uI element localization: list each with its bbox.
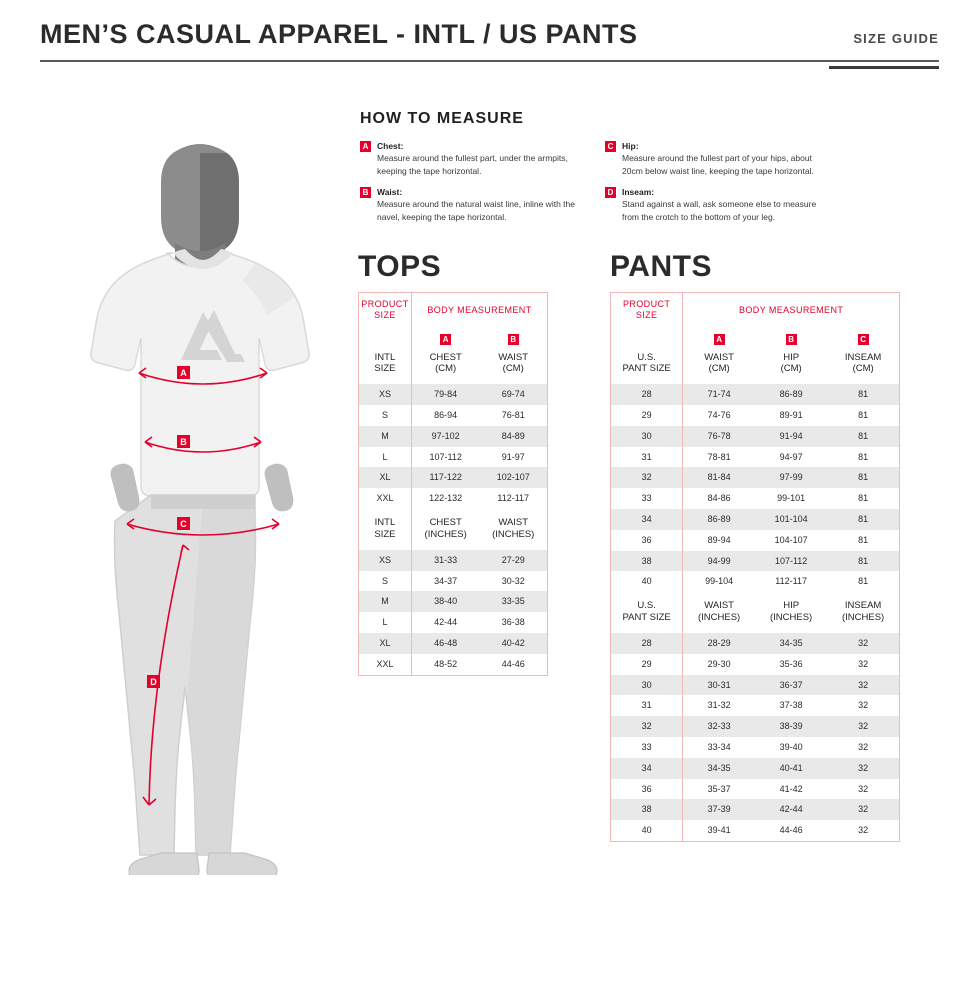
cell-chest: 117-122 [411,467,479,488]
cell-waist: 27-29 [479,550,547,571]
pants-header-product-size: PRODUCT SIZE [622,299,671,321]
cell-waist: 112-117 [497,493,530,504]
table-row [359,654,548,675]
cell-chest: 42-44 [411,612,479,633]
cell-inseam: 81 [827,426,899,447]
how-to-measure-col-right [605,140,835,232]
cell-size: 31 [641,700,652,711]
cell-inseam: 32 [827,716,899,737]
cell-inseam: 81 [858,451,869,462]
cell-hip: 104-107 [774,534,808,545]
cell-waist: 36-38 [501,617,525,628]
pants-col-hip-in: HIP (INCHES) [770,600,813,624]
cell-waist: 91-97 [501,451,525,462]
cell-hip: 38-39 [755,716,827,737]
cell-waist: 37-39 [683,799,755,820]
pants-col-hip-cm: HIP (CM) [780,351,802,375]
table-row [359,612,548,633]
cell-hip: 99-101 [777,493,806,504]
tops-badge-b-cell [479,327,547,348]
cell-chest: 38-40 [411,591,479,612]
cell-hip: 86-89 [755,384,827,405]
table-row [611,779,900,800]
cell-inseam: 81 [827,551,899,572]
table-row [359,405,548,426]
how-to-item-waist-label: Waist: [377,186,403,197]
cell-size: 38 [611,799,683,820]
badge-c-icon: C [858,334,869,345]
cell-hip: 40-41 [755,758,827,779]
cell-waist: 84-86 [683,488,755,509]
cell-waist: 31-32 [683,695,755,716]
table-row [359,488,548,509]
table-row [359,447,548,468]
tops-col-intl-size: INTL SIZE [374,351,396,375]
pants-badge-c-cell [827,327,899,348]
cell-inseam: 32 [858,700,869,711]
table-row [359,467,548,488]
table-row [611,405,900,426]
size-guide-label: SIZE GUIDE [853,30,939,46]
cell-chest: 79-84 [411,384,479,405]
cell-waist: 40-42 [479,633,547,654]
table-row [359,633,548,654]
cell-waist: 76-78 [683,426,755,447]
table-row [359,550,548,571]
pants-col-us-size: U.S. PANT SIZE [622,351,671,375]
table-row [611,633,900,654]
how-to-item-hip-label: Hip: [622,141,639,151]
cell-size: 33 [641,493,652,504]
cell-hip: 97-99 [755,467,827,488]
pants-col-waist-in: WAIST (INCHES) [683,592,755,633]
cell-hip: 91-94 [755,426,827,447]
table-row [611,426,900,447]
tops-badge-blank [359,327,412,348]
cell-chest: 107-112 [411,447,479,468]
tops-inches-rows [359,550,548,675]
cell-waist: 89-94 [683,530,755,551]
pants-badge-blank [611,327,683,348]
pants-table [610,292,900,842]
cell-size: 34 [611,509,683,530]
cell-inseam: 32 [858,741,869,752]
cell-inseam: 81 [827,384,899,405]
header-divider-accent [829,66,939,69]
cell-inseam: 32 [858,783,869,794]
cell-chest: 122-132 [411,488,479,509]
table-row [611,571,900,592]
cell-size: 28 [611,384,683,405]
pants-badge-a-cell [683,327,755,348]
badge-a-icon: A [360,141,371,152]
cell-size: M [359,426,412,447]
table-row [611,737,900,758]
pants-inches-rows [611,633,900,841]
cell-size: XL [359,633,412,654]
badge-b-icon: B [508,334,519,345]
cell-hip: 101-104 [755,509,827,530]
tops-section [358,250,548,676]
cell-hip: 42-44 [755,799,827,820]
pants-col-waist-cm: WAIST (CM) [683,348,755,385]
cell-inseam: 32 [827,675,899,696]
cell-waist: 33-34 [683,737,755,758]
cell-inseam: 81 [858,410,869,421]
cell-chest: 48-52 [411,654,479,675]
cell-inseam: 81 [827,509,899,530]
tops-col-waist-cm: WAIST (CM) [498,351,529,375]
cell-waist: 84-89 [479,426,547,447]
how-to-item-waist [360,186,575,223]
cell-size: 29 [641,658,652,669]
tops-header-body-measurement: BODY MEASUREMENT [411,293,547,327]
cell-size: XXL [376,658,394,669]
cell-size: 36 [641,534,652,545]
table-row [611,488,900,509]
cell-size: S [381,410,388,421]
cell-size: XXL [376,493,394,504]
how-to-measure-title: HOW TO MEASURE [360,110,524,127]
cell-inseam: 81 [858,576,869,587]
cell-size: 31 [641,451,652,462]
how-to-item-hip [605,140,835,177]
cell-hip: 112-117 [775,576,807,587]
mannequin-illustration [55,135,345,875]
cell-inseam: 81 [827,467,899,488]
cell-hip: 107-112 [755,551,827,572]
cell-size: 34 [611,758,683,779]
cell-size: M [359,591,412,612]
cell-size: XL [359,467,412,488]
cell-size: 30 [611,675,683,696]
cell-hip: 44-46 [779,825,803,836]
how-to-item-chest-text: Measure around the fullest part, under the armpits, keeping the tape horizontal. [377,153,568,176]
size-guide-label-wrap [853,30,939,50]
pants-title: PANTS [610,250,712,283]
cell-waist: 81-84 [683,467,755,488]
how-to-measure-section [360,110,940,232]
cell-hip: 37-38 [779,700,803,711]
table-row [611,758,900,779]
cell-waist: 29-30 [683,654,755,675]
how-to-item-chest [360,140,575,177]
cell-inseam: 81 [858,534,869,545]
cell-size: S [381,575,388,586]
tops-col-intl-size-in: INTL SIZE [374,517,396,540]
cell-size: 30 [611,426,683,447]
how-to-measure-col-left [360,140,575,232]
cell-size: 36 [641,783,652,794]
cell-waist: 44-46 [501,658,525,669]
badge-b-icon: B [786,334,797,345]
cell-waist: 102-107 [479,467,547,488]
cell-inseam: 32 [827,633,899,654]
cell-hip: 89-91 [779,410,803,421]
cell-hip: 34-35 [755,633,827,654]
table-row [611,820,900,841]
tops-table [358,292,548,676]
tops-col-chest-cm: CHEST (CM) [411,348,479,385]
cell-hip: 41-42 [779,783,803,794]
how-to-item-hip-text: Measure around the fullest part of your hips, about 20cm below waist line, keeping the tape horizontal. [622,153,814,176]
pants-col-us-size-in: U.S. PANT SIZE [622,600,671,624]
table-row [611,530,900,551]
how-to-item-inseam [605,186,835,223]
pants-header-body-measurement: BODY MEASUREMENT [683,293,900,327]
table-row [611,675,900,696]
tops-badge-a-cell [411,327,479,348]
svg-text:A: A [180,368,187,378]
cell-hip: 36-37 [755,675,827,696]
cell-waist: 69-74 [479,384,547,405]
cell-waist: 94-99 [683,551,755,572]
badge-b-icon: B [360,187,371,198]
cell-hip: 39-40 [779,741,803,752]
svg-text:B: B [180,437,187,447]
table-row [359,571,548,592]
cell-waist: 71-74 [683,384,755,405]
cell-waist: 99-104 [683,571,755,592]
cell-chest: 46-48 [411,633,479,654]
cell-size: L [382,451,388,462]
table-row [611,447,900,468]
tops-cm-rows [359,384,548,509]
cell-waist: 32-33 [683,716,755,737]
pants-cm-rows [611,384,900,592]
pants-badge-b-cell [755,327,827,348]
cell-waist: 28-29 [683,633,755,654]
cell-size: 32 [611,716,683,737]
table-row [611,695,900,716]
cell-hip: 94-97 [779,451,803,462]
cell-chest: 86-94 [411,405,479,426]
cell-size: XS [359,384,412,405]
cell-size: 28 [611,633,683,654]
tops-title: TOPS [358,250,442,283]
page-header [40,20,939,62]
cell-chest: 31-33 [411,550,479,571]
svg-text:D: D [150,677,157,687]
table-row [611,799,900,820]
cell-chest: 97-102 [411,426,479,447]
table-row [359,591,548,612]
cell-size: 33 [641,741,652,752]
tops-col-chest-in: CHEST (INCHES) [411,509,479,550]
table-row [359,384,548,405]
pants-inches-header [611,592,900,633]
table-row [611,467,900,488]
cell-size: 29 [641,410,652,421]
cell-waist: 35-37 [683,779,755,800]
header-divider [40,60,939,62]
tops-inches-header [359,509,548,550]
tops-header-product-size: PRODUCT SIZE [361,299,409,321]
cell-waist: 76-81 [501,410,525,421]
pants-col-inseam-in: INSEAM (INCHES) [842,600,885,624]
cell-waist: 34-35 [683,758,755,779]
cell-waist: 86-89 [683,509,755,530]
cell-inseam: 32 [827,758,899,779]
table-row [611,654,900,675]
cell-chest: 34-37 [411,571,479,592]
cell-size: 32 [611,467,683,488]
cell-inseam: 32 [827,799,899,820]
cell-size: L [382,617,388,628]
svg-text:C: C [180,519,187,529]
cell-waist: 30-32 [501,575,525,586]
pants-section [610,250,900,842]
cell-hip: 35-36 [779,658,803,669]
pants-col-inseam-cm: INSEAM (CM) [844,351,882,375]
table-row [359,426,548,447]
cell-inseam: 32 [858,825,869,836]
cell-size: XS [359,550,412,571]
how-to-item-inseam-text: Stand against a wall, ask someone else to measure from the crotch to the bottom of your leg. [622,199,817,222]
table-row [611,716,900,737]
badge-c-icon: C [605,141,616,152]
badge-a-icon: A [440,334,451,345]
cell-inseam: 81 [858,493,869,504]
cell-waist: 78-81 [683,447,755,468]
page-title: MEN’S CASUAL APPAREL - INTL / US PANTS [40,19,638,49]
cell-size: 40 [641,576,652,587]
badge-a-icon: A [714,334,725,345]
cell-inseam: 32 [858,658,869,669]
table-row [611,551,900,572]
cell-size: 38 [611,551,683,572]
cell-size: 40 [641,825,652,836]
how-to-item-chest-label: Chest: [377,141,404,151]
cell-waist: 30-31 [683,675,755,696]
table-row [611,384,900,405]
badge-d-icon: D [605,187,616,198]
cell-waist: 39-41 [683,820,755,841]
how-to-item-waist-text: Measure around the natural waist line, inline with the navel, keeping the tape horizontal. [377,199,575,222]
how-to-item-inseam-label: Inseam: [622,186,655,197]
tops-col-waist-in: WAIST (INCHES) [492,517,535,540]
cell-waist: 33-35 [479,591,547,612]
cell-waist: 74-76 [683,405,755,426]
table-row [611,509,900,530]
